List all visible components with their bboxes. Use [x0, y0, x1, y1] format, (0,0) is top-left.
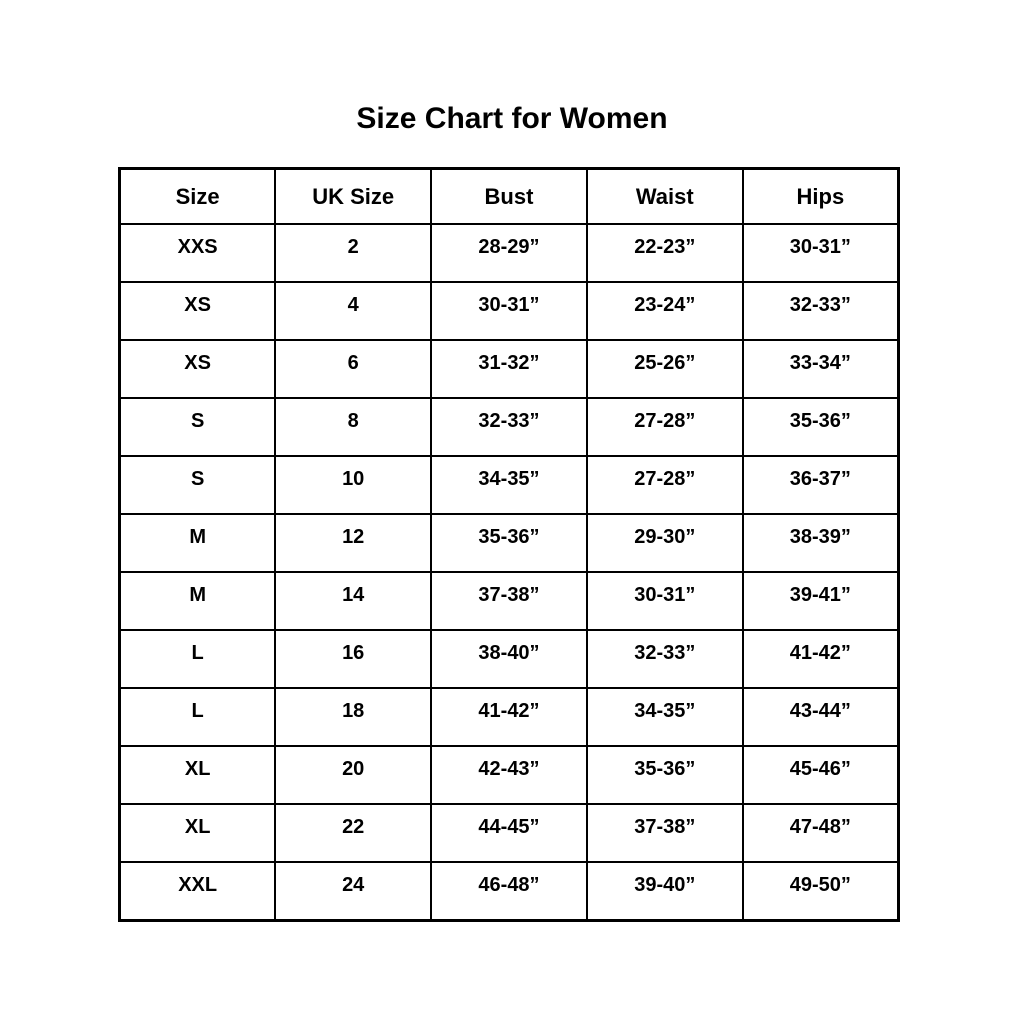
table-row: [120, 804, 899, 862]
table-cell: M: [120, 514, 276, 572]
header-cell: Hips: [743, 169, 899, 225]
table-row: [120, 572, 899, 630]
table-cell: 43-44”: [743, 688, 899, 746]
table-cell: XXS: [120, 224, 276, 282]
table-cell: 36-37”: [743, 456, 899, 514]
header-row: [120, 169, 899, 225]
table-cell: 34-35”: [587, 688, 743, 746]
table-cell: 41-42”: [431, 688, 587, 746]
header-cell: Waist: [587, 169, 743, 225]
table-cell: 31-32”: [431, 340, 587, 398]
table-cell: 41-42”: [743, 630, 899, 688]
table-cell: 24: [275, 862, 431, 921]
table-cell: L: [120, 688, 276, 746]
size-chart-table: [118, 167, 900, 922]
table-cell: XS: [120, 340, 276, 398]
table-cell: 32-33”: [431, 398, 587, 456]
page-title: Size Chart for Women: [356, 102, 668, 135]
table-row: [120, 456, 899, 514]
table-cell: 34-35”: [431, 456, 587, 514]
table-cell: 49-50”: [743, 862, 899, 921]
table-row: [120, 688, 899, 746]
table-cell: L: [120, 630, 276, 688]
table-row: [120, 224, 899, 282]
table-cell: 27-28”: [587, 456, 743, 514]
table-cell: 6: [275, 340, 431, 398]
table-cell: S: [120, 398, 276, 456]
table-cell: 32-33”: [587, 630, 743, 688]
table-row: [120, 340, 899, 398]
table-cell: 37-38”: [587, 804, 743, 862]
table-cell: 8: [275, 398, 431, 456]
table-row: [120, 746, 899, 804]
header-cell: Size: [120, 169, 276, 225]
table-cell: 27-28”: [587, 398, 743, 456]
table-cell: 35-36”: [743, 398, 899, 456]
table-cell: 39-41”: [743, 572, 899, 630]
table-cell: 2: [275, 224, 431, 282]
table-cell: 30-31”: [431, 282, 587, 340]
table-cell: M: [120, 572, 276, 630]
table-cell: 4: [275, 282, 431, 340]
header-cell: Bust: [431, 169, 587, 225]
table-cell: 12: [275, 514, 431, 572]
table-body: [120, 224, 899, 921]
table-cell: 20: [275, 746, 431, 804]
table-cell: 38-39”: [743, 514, 899, 572]
table-cell: 37-38”: [431, 572, 587, 630]
table-cell: 22-23”: [587, 224, 743, 282]
table-cell: 47-48”: [743, 804, 899, 862]
table-cell: 46-48”: [431, 862, 587, 921]
table-cell: XXL: [120, 862, 276, 921]
table-cell: 18: [275, 688, 431, 746]
table-cell: 16: [275, 630, 431, 688]
table-cell: 22: [275, 804, 431, 862]
table-cell: 10: [275, 456, 431, 514]
table-header: [120, 169, 899, 225]
table-cell: XS: [120, 282, 276, 340]
table-cell: XL: [120, 804, 276, 862]
table-cell: 23-24”: [587, 282, 743, 340]
table-cell: 39-40”: [587, 862, 743, 921]
header-cell: UK Size: [275, 169, 431, 225]
table-cell: 33-34”: [743, 340, 899, 398]
table-cell: S: [120, 456, 276, 514]
table-cell: 30-31”: [587, 572, 743, 630]
table-cell: 30-31”: [743, 224, 899, 282]
table-cell: XL: [120, 746, 276, 804]
table-cell: 14: [275, 572, 431, 630]
table-row: [120, 514, 899, 572]
table-cell: 29-30”: [587, 514, 743, 572]
table-row: [120, 282, 899, 340]
table-cell: 45-46”: [743, 746, 899, 804]
table-row: [120, 862, 899, 921]
table-row: [120, 398, 899, 456]
table-cell: 32-33”: [743, 282, 899, 340]
table-cell: 44-45”: [431, 804, 587, 862]
table-row: [120, 630, 899, 688]
table-cell: 35-36”: [587, 746, 743, 804]
table-cell: 28-29”: [431, 224, 587, 282]
table-cell: 38-40”: [431, 630, 587, 688]
table-cell: 42-43”: [431, 746, 587, 804]
table-cell: 25-26”: [587, 340, 743, 398]
table-cell: 35-36”: [431, 514, 587, 572]
